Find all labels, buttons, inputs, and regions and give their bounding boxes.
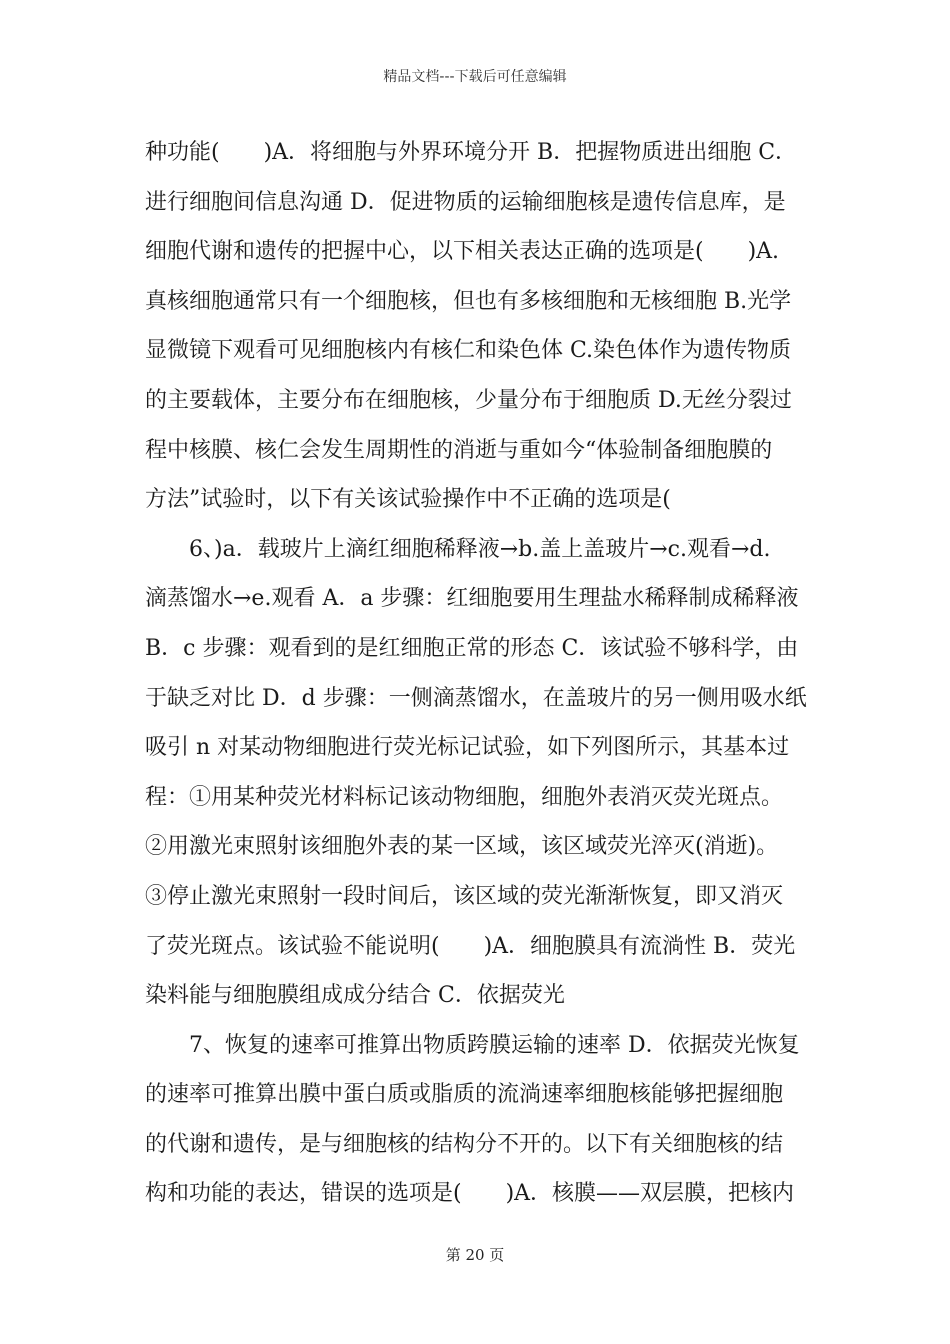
text-line: 显微镜下观看可见细胞核内有核仁和染色体 C.染色体作为遗传物质 xyxy=(145,338,792,364)
text-line: 的主要载体，主要分布在细胞核，少量分布于细胞质 D.无丝分裂过 xyxy=(145,387,792,413)
document-body xyxy=(145,128,810,1219)
text-line: ③停止激光束照射一段时间后，该区域的荧光渐渐恢复，即又消灭 xyxy=(145,883,784,909)
text-line: 细胞代谢和遗传的把握中心，以下相关表达正确的选项是( )A. xyxy=(145,239,780,265)
text-line: 进行细胞间信息沟通 D．促进物质的运输细胞核是遗传信息库，是 xyxy=(145,189,786,215)
text-line: 6、)a．载玻片上滴红细胞稀释液→b.盖上盖玻片→c.观看→d. xyxy=(145,536,771,562)
text-line: 7、恢复的速率可推算出物质跨膜运输的速率 D．依据荧光恢复 xyxy=(145,1032,800,1058)
text-line: 的速率可推算出膜中蛋白质或脂质的流淌速率细胞核能够把握细胞 xyxy=(145,1082,784,1108)
text-line: 程中核膜、核仁会发生周期性的消逝与重如今“体验制备细胞膜的 xyxy=(145,437,773,463)
text-line: 构和功能的表达，错误的选项是( )A．核膜——双层膜，把核内 xyxy=(145,1181,795,1207)
page-number: 第 20 页 xyxy=(445,1246,505,1264)
text-line: 染料能与细胞膜组成成分结合 C．依据荧光 xyxy=(145,983,565,1009)
text-line: 的代谢和遗传，是与细胞核的结构分不开的。以下有关细胞核的结 xyxy=(145,1131,784,1157)
text-line: ②用激光束照射该细胞外表的某一区域，该区域荧光淬灭(消逝)。 xyxy=(145,834,779,860)
text-line: 了荧光斑点。该试验不能说明( )A．细胞膜具有流淌性 B．荧光 xyxy=(145,933,796,959)
text-line: 方法”试验时，以下有关该试验操作中不正确的选项是( xyxy=(145,487,671,513)
text-line: 吸引 n 对某动物细胞进行荧光标记试验，如下列图所示，其基本过 xyxy=(145,735,790,761)
text-line: 滴蒸馏水→e.观看 A．a 步骤：红细胞要用生理盐水稀释制成稀释液 xyxy=(145,586,799,612)
text-line: 种功能( )A．将细胞与外界环境分开 B．把握物质进出细胞 C． xyxy=(145,140,798,165)
page-header: 精品文档---下载后可任意编辑 xyxy=(383,69,567,85)
text-line: B．c 步骤：观看到的是红细胞正常的形态 C．该试验不够科学，由 xyxy=(145,635,799,661)
text-line: 程：①用某种荧光材料标记该动物细胞，细胞外表消灭荧光斑点。 xyxy=(145,784,784,810)
text-line: 于缺乏对比 D．d 步骤：一侧滴蒸馏水，在盖玻片的另一侧用吸水纸 xyxy=(145,685,807,711)
text-line: 真核细胞通常只有一个细胞核，但也有多核细胞和无核细胞 B.光学 xyxy=(145,288,792,314)
